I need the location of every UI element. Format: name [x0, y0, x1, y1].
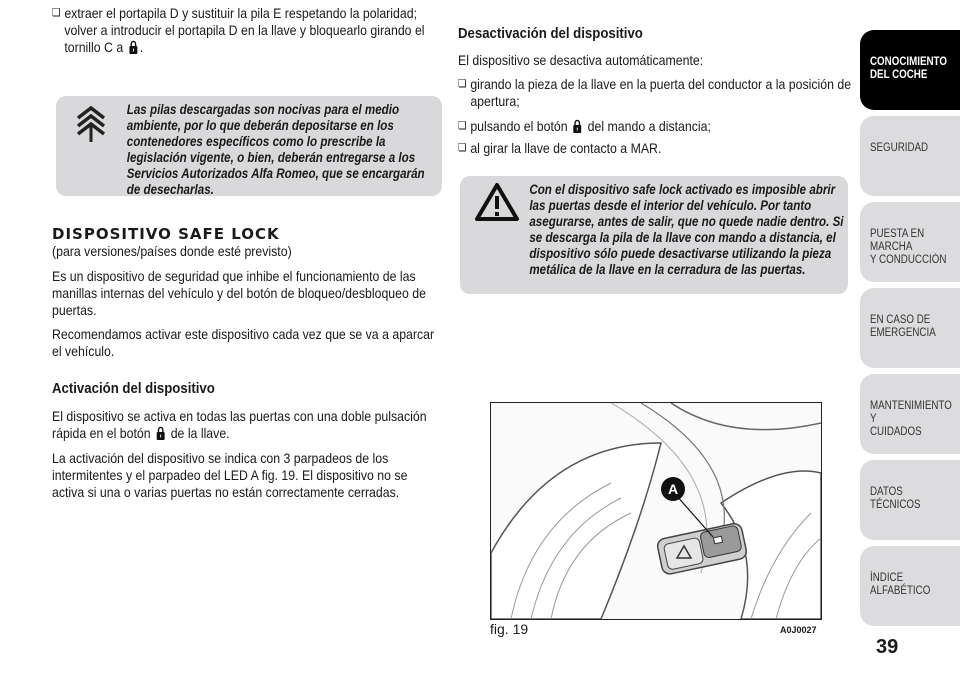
tab-datos-tecnicos[interactable]: DATOS TÉCNICOS	[860, 460, 960, 540]
deactivation-bullet-3: ❏ al girar la llave de contacto a MAR.	[458, 140, 860, 157]
bullet-replace-battery: ❏ extraer el portapila D y sustituir la pila E respetando la polaridad; volver a introducir el portapila D en la llave y bloquearlo girando el tornillo C a .	[52, 5, 452, 56]
figure-19	[490, 402, 822, 620]
lock-icon	[156, 426, 166, 440]
dashboard-illustration	[491, 403, 821, 619]
tab-mantenimiento[interactable]: MANTENIMIENTO Y CUIDADOS	[860, 374, 960, 454]
warning-note	[460, 176, 848, 294]
deactivation-bullet-2: ❏ pulsando el botón del mando a distancia;	[458, 118, 860, 135]
section-title: DISPOSITIVO SAFE LOCK	[52, 225, 280, 243]
safe-lock-recommendation: Recomendamos activar este dispositivo cada vez que se va a aparcar el vehículo.	[52, 326, 435, 359]
deactivation-intro: El dispositivo se desactiva automáticamente:	[458, 52, 704, 68]
warning-note-text: Con el dispositivo safe lock activado es imposible abrir las puertas desde el interior del vehículo. Por tanto asegurarse, antes de salir, que no quede nadie dentro. Si se descarga la pila de la llave con mando a distancia, el dispositivo sólo puede desactivarse utilizando la pieza metálica de la llave en la cerradura de las puertas.	[529, 182, 844, 277]
tab-puesta-en-marcha[interactable]: PUESTA EN MARCHA Y CONDUCCIÓN	[860, 202, 960, 282]
activation-title: Activación del dispositivo	[52, 380, 215, 397]
lock-icon	[573, 119, 583, 133]
figure-caption: fig. 19	[490, 621, 529, 637]
tab-seguridad[interactable]: SEGURIDAD	[860, 116, 960, 196]
deactivation-bullet-1: ❏ girando la pieza de la llave en la puerta del conductor a la posición de apertura;	[458, 76, 860, 110]
lock-icon	[128, 40, 138, 54]
environment-note-text: Las pilas descargadas son nocivas para el medio ambiente, por lo que deberán depositarse en los contenedores específicos como lo prescribe la legislación vigente, o bien, deberán entregarse a los Servicios Autorizados Alfa Romeo, que se encargarán de desecharlas.	[126, 102, 425, 197]
environment-note	[56, 96, 442, 196]
deactivation-title: Desactivación del dispositivo	[458, 25, 643, 42]
callout-a-label: A	[667, 481, 679, 497]
activation-para-2: La activación del dispositivo se indica con 3 parpadeos de los intermitentes y el parpadeo del LED A fig. 19. El dispositivo no se activa si una o varias puertas no están correctamente cerradas.	[52, 450, 408, 500]
activation-para-1: El dispositivo se activa en todas las puertas con una doble pulsación rápida en el botón de la llave.	[52, 408, 427, 441]
safe-lock-section	[52, 225, 324, 260]
tab-en-caso-de-emergencia[interactable]: EN CASO DE EMERGENCIA	[860, 288, 960, 368]
figure-code: A0J0027	[780, 625, 817, 635]
safe-lock-description: Es un dispositivo de seguridad que inhibe el funcionamiento de las manillas internas del vehículo y del botón de bloqueo/desbloqueo de puertas.	[52, 268, 426, 318]
page-number: 39	[876, 636, 899, 658]
section-subtitle: (para versiones/países donde esté previsto)	[52, 243, 292, 259]
tab-conocimiento-del-coche[interactable]: CONOCIMIENTO DEL COCHE	[860, 30, 960, 110]
tab-indice-alfabetico[interactable]: ÍNDICE ALFABÉTICO	[860, 546, 960, 626]
